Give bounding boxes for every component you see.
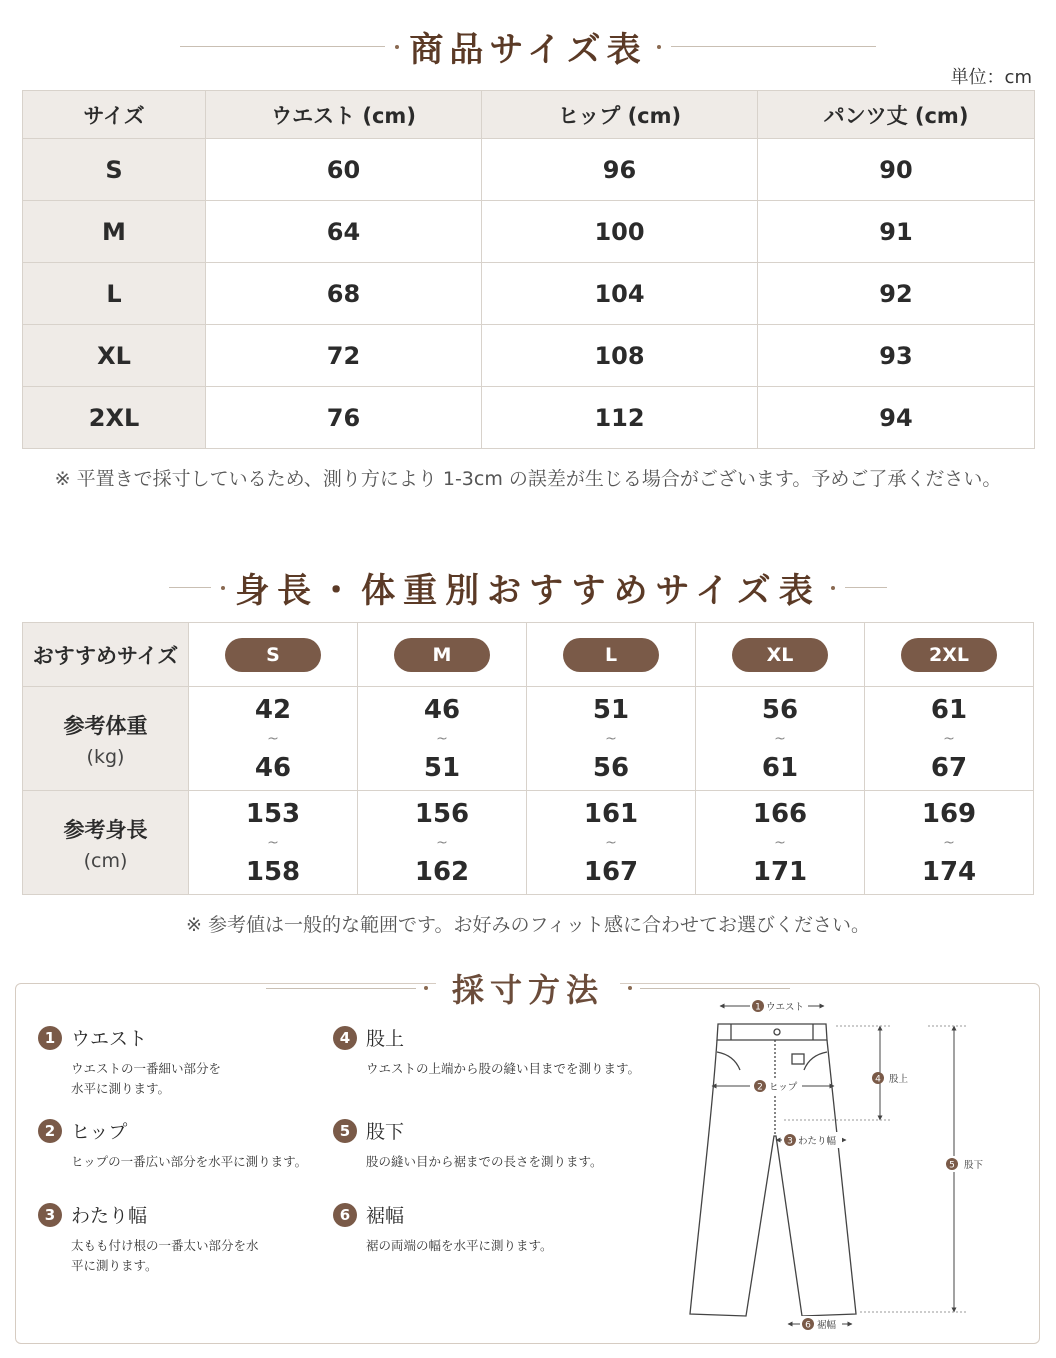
diagram-label-waist [750, 998, 808, 1014]
recommend-title-row [0, 563, 1056, 612]
tilde: ~ [774, 834, 786, 851]
measurement-lines [712, 1006, 966, 1324]
size-pill-cell [696, 623, 865, 687]
tilde: ~ [267, 834, 279, 851]
height-min: 156 [414, 798, 470, 829]
weight-cell [358, 687, 527, 791]
title-dot [657, 45, 661, 49]
diagram-hip-text: ヒップ [769, 1082, 798, 1093]
number-badge: 5 [333, 1119, 357, 1143]
diagram-thigh-text: わたり幅 [798, 1136, 837, 1147]
hip-cell: 108 [482, 325, 758, 387]
table-row [23, 325, 1035, 387]
weight-min: 56 [761, 694, 799, 725]
size-cell: S [23, 139, 206, 201]
length-cell: 93 [758, 325, 1035, 387]
weight-max: 46 [254, 752, 292, 783]
method-item-desc: ヒップの一番広い部分を水平に測ります。 [71, 1154, 308, 1169]
diagram-label-hem [800, 1316, 842, 1332]
diagram-label-hip [750, 1078, 802, 1094]
weight-max: 56 [592, 752, 630, 783]
hip-cell: 100 [482, 201, 758, 263]
height-cell [189, 791, 358, 895]
unit-label: 単位：cm [950, 67, 1032, 88]
method-item-name: 股下 [366, 1121, 405, 1143]
method-item-inseam [333, 1117, 663, 1172]
height-max: 158 [245, 856, 301, 887]
method-item-desc: 股の縫い目から裾までの長さを測ります。 [366, 1154, 603, 1169]
method-item-desc: ウエストの一番細い部分を 水平に測ります。 [71, 1061, 222, 1096]
weight-cell [189, 687, 358, 791]
length-cell: 94 [758, 387, 1035, 449]
header-length: パンツ丈 (cm) [758, 91, 1035, 139]
size-cell: XL [23, 325, 206, 387]
weight-row [23, 687, 1034, 791]
svg-text:3: 3 [787, 1136, 793, 1147]
tilde: ~ [943, 730, 955, 747]
weight-min: 51 [592, 694, 630, 725]
height-max: 162 [414, 856, 470, 887]
tilde: ~ [436, 834, 448, 851]
size-pill: S [225, 638, 321, 672]
pants-diagram [676, 994, 996, 1338]
header-hip: ヒップ (cm) [482, 91, 758, 139]
weight-min: 46 [423, 694, 461, 725]
height-cell [527, 791, 696, 895]
pants-outline [690, 1024, 856, 1316]
tilde: ~ [267, 730, 279, 747]
waist-cell: 64 [206, 201, 482, 263]
size-pill: L [563, 638, 659, 672]
height-max: 174 [921, 856, 977, 887]
method-item-name: 股上 [366, 1028, 405, 1050]
weight-max: 61 [761, 752, 799, 783]
number-badge: 4 [333, 1026, 357, 1050]
recommend-title: 身長・体重別おすすめサイズ表 [235, 571, 821, 611]
diagram-label-rise [872, 1072, 909, 1085]
size-pill-cell [527, 623, 696, 687]
svg-text:6: 6 [805, 1320, 811, 1331]
height-unit: (cm) [83, 849, 128, 872]
svg-text:1: 1 [755, 1002, 761, 1013]
tilde: ~ [943, 834, 955, 851]
size-chart-table [22, 90, 1035, 449]
height-min: 161 [583, 798, 639, 829]
table-row [23, 201, 1035, 263]
size-pill-cell [189, 623, 358, 687]
title-line-right [640, 988, 790, 989]
hip-cell: 112 [482, 387, 758, 449]
title-line-right [845, 587, 887, 588]
size-cell: L [23, 263, 206, 325]
title-dot [424, 986, 428, 990]
header-size: サイズ [23, 91, 206, 139]
diagram-label-inseam [942, 1156, 984, 1172]
number-badge: 1 [38, 1026, 62, 1050]
title-dot [221, 586, 225, 590]
title-dot [831, 586, 835, 590]
method-item-rise [333, 1024, 663, 1079]
size-pill-cell [358, 623, 527, 687]
size-cell: M [23, 201, 206, 263]
recommend-size-row [23, 623, 1034, 687]
svg-text:5: 5 [949, 1160, 955, 1171]
waist-cell: 72 [206, 325, 482, 387]
table-row [23, 263, 1035, 325]
length-cell: 92 [758, 263, 1035, 325]
reference-note: ※ 参考値は一般的な範囲です。お好みのフィット感に合わせてお選びください。 [186, 914, 870, 936]
hip-cell: 96 [482, 139, 758, 201]
length-cell: 90 [758, 139, 1035, 201]
title-line-left [266, 988, 416, 989]
method-item-name: 裾幅 [366, 1205, 405, 1227]
table-row [23, 139, 1035, 201]
diagram-rise-text: 股上 [889, 1074, 909, 1085]
weight-label-cell [23, 687, 189, 791]
method-item-name: ヒップ [71, 1121, 128, 1143]
tilde: ~ [436, 730, 448, 747]
table-row [23, 387, 1035, 449]
title-line-left [180, 46, 385, 47]
size-cell: 2XL [23, 387, 206, 449]
waist-cell: 76 [206, 387, 482, 449]
height-label: 参考身長 [63, 817, 148, 842]
height-max: 167 [583, 856, 639, 887]
number-badge: 2 [38, 1119, 62, 1143]
length-cell: 91 [758, 201, 1035, 263]
method-item-thigh [38, 1201, 308, 1276]
diagram-waist-text: ウエスト [766, 1002, 805, 1013]
size-pill: XL [732, 638, 828, 672]
diagram-label-thigh [782, 1132, 842, 1148]
method-title: 採寸方法 [436, 965, 620, 1011]
diagram-hem-text: 裾幅 [817, 1320, 837, 1331]
method-item-desc: 裾の両端の幅を水平に測ります。 [366, 1238, 553, 1253]
method-item-name: わたり幅 [71, 1205, 148, 1227]
weight-cell [865, 687, 1034, 791]
recommend-size-label: おすすめサイズ [23, 623, 189, 687]
measurement-note: ※ 平置きで採寸しているため、測り方により 1-3cm の誤差が生じる場合がございます。予めご了承ください。 [54, 468, 1002, 490]
weight-max: 51 [423, 752, 461, 783]
weight-min: 42 [254, 694, 292, 725]
height-row [23, 791, 1034, 895]
diagram-inseam-text: 股下 [964, 1160, 984, 1171]
method-item-hem [333, 1201, 663, 1256]
height-min: 169 [921, 798, 977, 829]
tilde: ~ [605, 730, 617, 747]
method-item-waist [38, 1024, 308, 1099]
size-chart-title: 商品サイズ表 [409, 30, 647, 70]
height-min: 166 [752, 798, 808, 829]
number-badge: 6 [333, 1203, 357, 1227]
header-waist: ウエスト (cm) [206, 91, 482, 139]
size-pill: 2XL [901, 638, 997, 672]
height-max: 171 [752, 856, 808, 887]
tilde: ~ [774, 730, 786, 747]
title-dot [628, 986, 632, 990]
weight-cell [527, 687, 696, 791]
size-pill-cell [865, 623, 1034, 687]
recommend-table [22, 622, 1034, 895]
weight-label: 参考体重 [63, 713, 148, 738]
waist-cell: 60 [206, 139, 482, 201]
weight-min: 61 [930, 694, 968, 725]
height-cell [358, 791, 527, 895]
waist-cell: 68 [206, 263, 482, 325]
method-item-name: ウエスト [71, 1028, 148, 1050]
title-line-right [671, 46, 876, 47]
size-pill: M [394, 638, 490, 672]
weight-unit: (kg) [86, 745, 125, 768]
height-label-cell [23, 791, 189, 895]
method-item-hip [38, 1117, 308, 1172]
size-chart-title-row [0, 22, 1056, 71]
weight-cell [696, 687, 865, 791]
height-min: 153 [245, 798, 301, 829]
svg-text:4: 4 [875, 1074, 881, 1085]
hip-cell: 104 [482, 263, 758, 325]
svg-text:2: 2 [757, 1082, 763, 1093]
title-line-left [169, 587, 211, 588]
title-dot [395, 45, 399, 49]
height-cell [865, 791, 1034, 895]
height-cell [696, 791, 865, 895]
weight-max: 67 [930, 752, 968, 783]
method-item-desc: 太もも付け根の一番太い部分を水 平に測ります。 [71, 1238, 259, 1273]
tilde: ~ [605, 834, 617, 851]
number-badge: 3 [38, 1203, 62, 1227]
method-item-desc: ウエストの上端から股の縫い目までを測ります。 [366, 1061, 641, 1076]
size-table-header-row [23, 91, 1035, 139]
